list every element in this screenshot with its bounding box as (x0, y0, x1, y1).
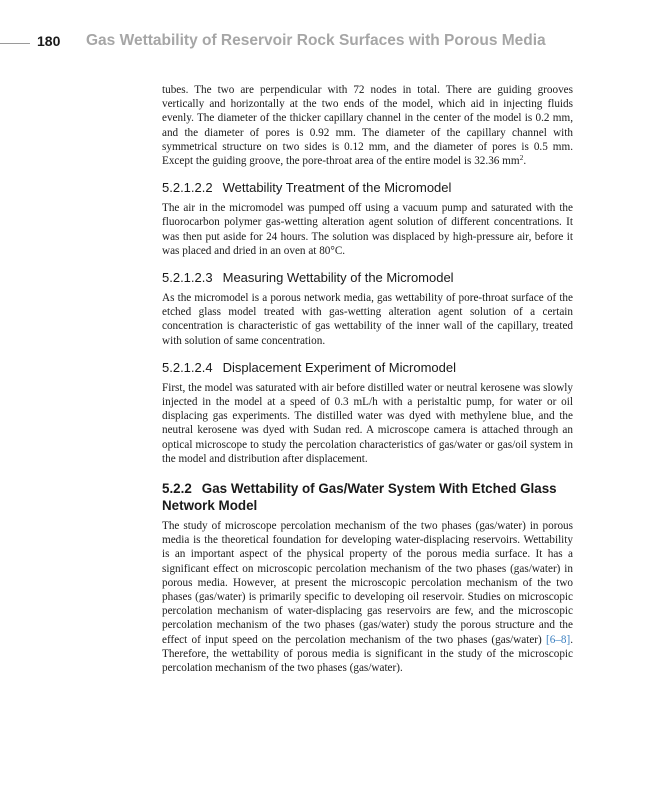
running-title: Gas Wettability of Reservoir Rock Surfaces with Porous Media (86, 32, 546, 49)
intro-text: tubes. The two are perpendicular with 72 nodes in total. There are guiding grooves vertically and horizontally at the two ends of the model, which aid in injecting fluids evenly. The diameter of the thicker capillary channel in the center of the model is 0.2 mm, and the diameter of pores is 0.92 mm. The diameter of the capillary channel with symmetrical structure on two sides is 0.12 mm, and the diameter of pores is 0.5 mm. Except the guiding groove, the pore-throat area of the entire model is 32.36 mm (162, 84, 573, 168)
section-paragraph: The air in the micromodel was pumped off using a vacuum pump and saturated with the fluorocarbon polymer gas-wetting alteration agent solution of different concentrations. It was then put aside for 24 hours. The solution was displaced by high-pressure air, before it was placed and dried in an oven at 80°C. (162, 202, 573, 257)
page-number: 180 (37, 33, 61, 49)
section-heading-displacement-experiment (162, 360, 573, 376)
header-rule (0, 43, 30, 44)
paragraph-text-end: . Therefore, the wettability of porous media is significant in the study of the microscopic percolation mechanism of the two phases (gas/water). (162, 633, 573, 675)
section-title: Displacement Experiment of Micromodel (222, 359, 456, 375)
section-title: Wettability Treatment of the Micromodel (222, 180, 452, 196)
section-heading-gas-wettability (162, 480, 573, 514)
paragraph-text: The study of microscope percolation mechanism of the two phases (gas/water) in porous media is the theoretical foundation for developing water-displacing reservoirs. Wettability is an important aspect of the physical property of the porous media surface. It has a significant effect on microscopic percolation mechanism of the two phases (gas/water) in porous media. However, at present the microscopic percolation mechanism of the two phases (gas/water) is primarily specific to developing oil reservoir. Studies on microscopic percolation mechanism of water-displacing gas reservoirs are few, and the microscopic percolation mechanism of the two phases (gas/water) study the porous structure and the effect of input speed on the percolation mechanism of the two phases (gas/water) (162, 520, 573, 646)
section-number: 5.2.2 (162, 481, 192, 497)
section-number: 5.2.1.2.4 (162, 359, 213, 375)
citation-link[interactable]: [6–8] (545, 633, 571, 646)
section-title: Gas Wettability of Gas/Water System With Etched Glass Network Model (162, 481, 557, 514)
page-body (162, 83, 573, 675)
section-title: Measuring Wettability of the Micromodel (222, 270, 454, 286)
intro-end: . (523, 155, 527, 168)
section-heading-wettability-treatment (162, 180, 573, 196)
superscript: 2 (519, 153, 524, 163)
section-heading-measuring-wettability (162, 270, 573, 286)
section-number: 5.2.1.2.3 (162, 270, 213, 286)
section-paragraph (162, 519, 573, 675)
page-header (0, 30, 648, 58)
section-paragraph: As the micromodel is a porous network media, gas wettability of pore-throat surface of the etched glass model treated with gas-wetting alteration agent solution of a certain concentration is characteristic of gas wettability of the inner wall of the capillary, treated with solution of same concentration. (162, 292, 573, 347)
section-paragraph: First, the model was saturated with air before distilled water or neutral kerosene was slowly injected in the model at a speed of 0.3 mL/h with a peristaltic pump, for water or oil displacing gas experiments. The distilled water was dyed with methylene blue, and the neutral kerosene was dyed with Sudan red. A microscope camera is attached through an optical microscope to study the percolation characteristics of gas/water or gas/oil system in the model and distribution after displacement. (162, 381, 573, 465)
intro-paragraph (162, 83, 573, 168)
section-number: 5.2.1.2.2 (162, 180, 213, 196)
